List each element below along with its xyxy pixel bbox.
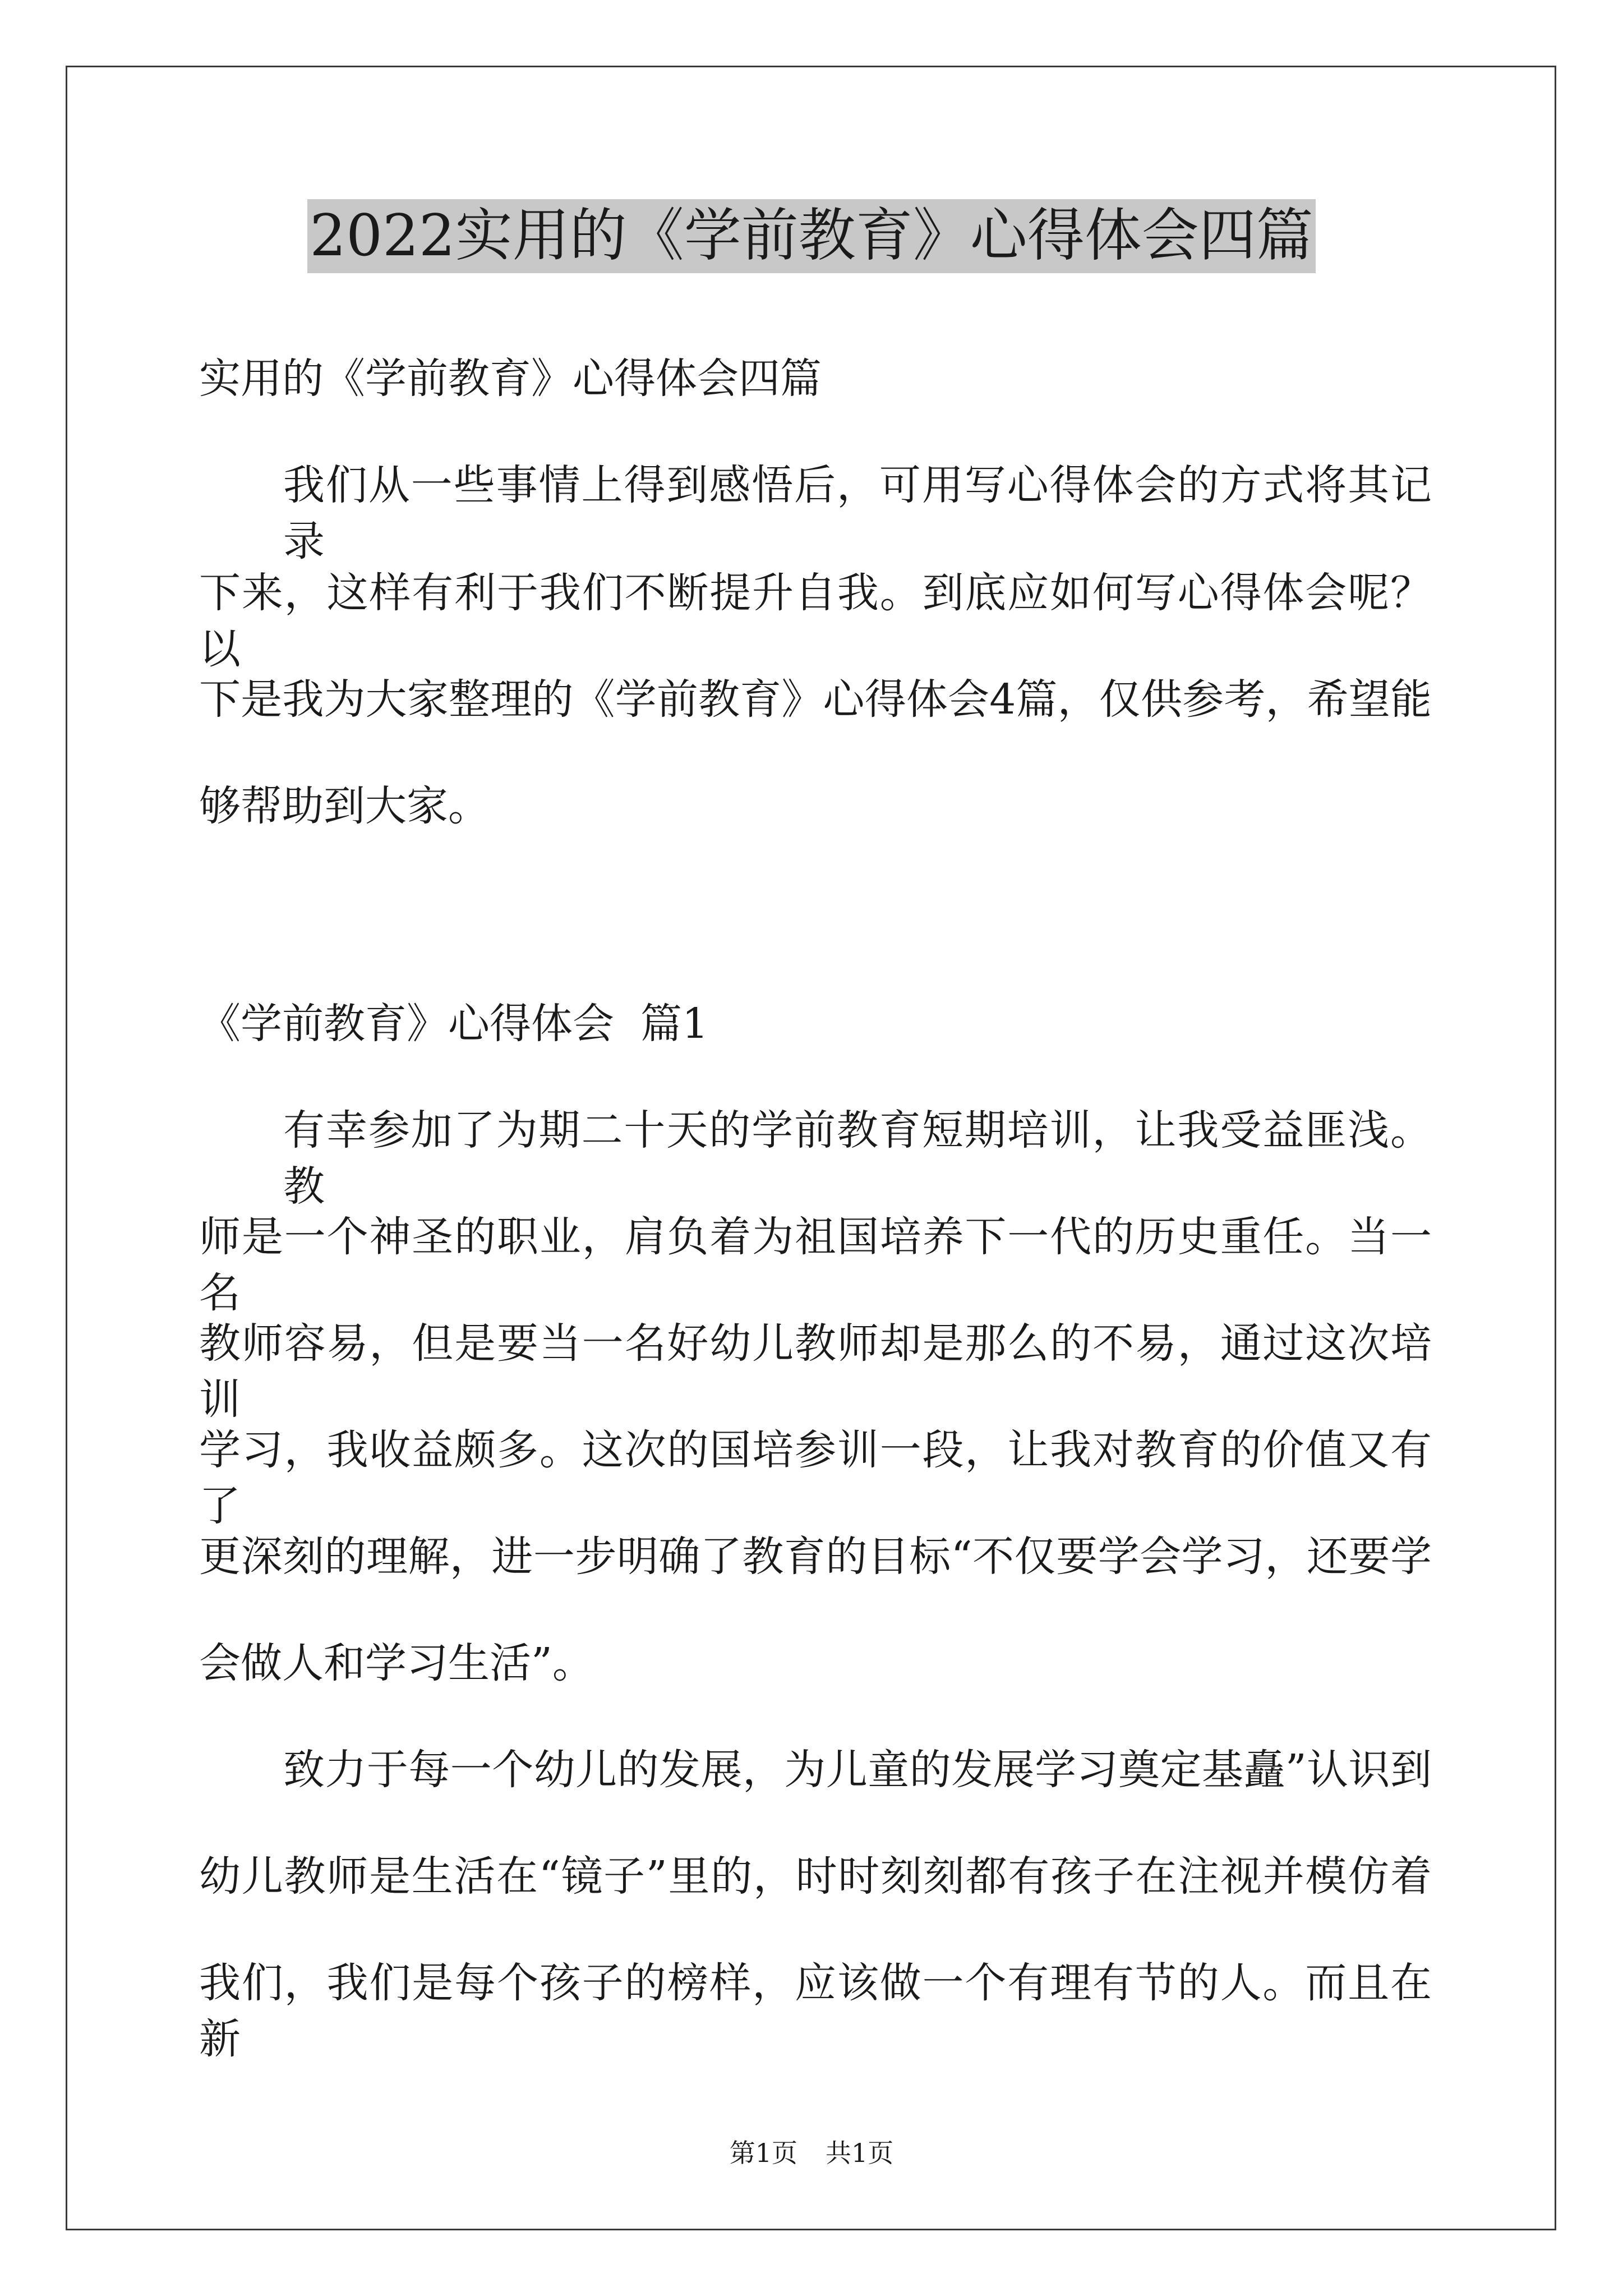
para2-line-3: 我们，我们是每个孩子的榜样，应该做一个有理有节的人。而且在新 — [199, 1959, 1432, 2063]
intro-line-1: 我们从一些事情上得到感悟后，可用写心得体会的方式将其记录 — [283, 461, 1432, 565]
section-heading: 《学前教育》心得体会 篇1 — [199, 1000, 709, 1048]
intro-line-3: 下是我为大家整理的《学前教育》心得体会4篇，仅供参考，希望能 — [199, 675, 1432, 724]
page-number: 第1页 — [729, 2138, 797, 2168]
para1-line-1: 有幸参加了为期二十天的学前教育短期培训，让我受益匪浅。教 — [283, 1106, 1432, 1211]
para2-line-1: 致力于每一个幼儿的发展，为儿童的发展学习奠定基矗”认识到 — [283, 1746, 1432, 1794]
para2-line-2: 幼儿教师是生活在“镜子”里的，时时刻刻都有孩子在注视并模仿着 — [199, 1852, 1432, 1901]
page-total: 共1页 — [826, 2138, 894, 2168]
para1-line-5: 更深刻的理解，进一步明确了教育的目标“不仅要学会学习，还要学 — [199, 1533, 1432, 1581]
para1-line-4: 学习，我收益颇多。这次的国培参训一段，让我对教育的价值又有了 — [199, 1426, 1432, 1530]
document-title — [0, 199, 1623, 273]
intro-line-4: 够帮助到大家。 — [199, 782, 490, 830]
subtitle: 实用的《学前教育》心得体会四篇 — [199, 355, 822, 403]
para1-line-2: 师是一个神圣的职业，肩负着为祖国培养下一代的历史重任。当一名 — [199, 1213, 1432, 1317]
para1-line-6: 会做人和学习生活”。 — [199, 1639, 594, 1687]
intro-line-2: 下来，这样有利于我们不断提升自我。到底应如何写心得体会呢？以 — [199, 569, 1432, 673]
title-text: 2022实用的《学前教育》心得体会四篇 — [307, 199, 1316, 273]
page-footer — [0, 2136, 1623, 2170]
para1-line-3: 教师容易，但是要当一名好幼儿教师却是那么的不易，通过这次培训 — [199, 1319, 1432, 1424]
